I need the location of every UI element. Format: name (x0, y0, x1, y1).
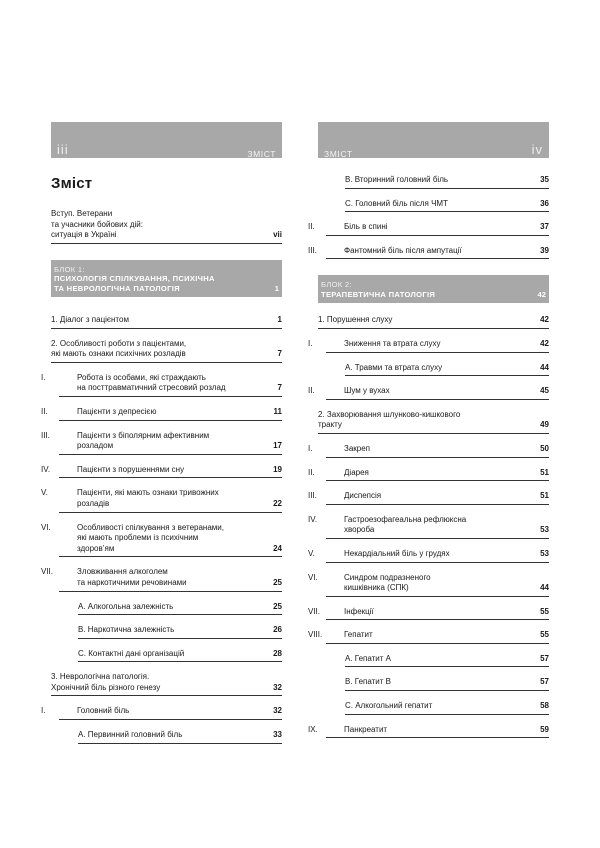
entry-number: III. (308, 245, 317, 255)
toc-entry[interactable] (345, 175, 549, 189)
entry-title: Диспепсія (344, 491, 382, 501)
toc-entry[interactable] (308, 338, 549, 353)
block-title-line: ТЕРАПЕВТИЧНА ПАТОЛОГІЯ (321, 289, 436, 299)
block-title-line: ПСИХОЛОГІЯ СПІЛКУВАННЯ, ПСИХІЧНА (54, 274, 215, 283)
entry-title: хвороба (344, 525, 375, 535)
entry-title: Захворювання шлунково-кишкового (326, 409, 461, 419)
header-label: ЗМІСТ (324, 149, 353, 159)
entry-number: 2. (318, 409, 325, 419)
entry-title: та наркотичними речовинами (77, 577, 187, 587)
block-header-2[interactable] (318, 275, 549, 303)
page-number: 57 (540, 677, 549, 687)
entry-title: Зниження та втрата слуху (344, 338, 441, 348)
block-label: БЛОК 2: (321, 280, 352, 290)
toc-entry[interactable] (345, 654, 549, 668)
toc-entry[interactable] (51, 315, 282, 329)
entry-title: Біль в спині (344, 222, 388, 232)
page-number: 58 (540, 701, 549, 711)
page-number: 51 (540, 491, 549, 501)
page-number: 45 (540, 386, 549, 396)
toc-entry[interactable] (308, 467, 549, 482)
entry-title: здоров’ям (77, 543, 115, 553)
entry-title: Робота із особами, які страждають (77, 372, 206, 382)
entry-title: Гепатит (344, 630, 373, 640)
entry-number: 3. (51, 672, 58, 682)
toc-entry[interactable] (41, 406, 282, 421)
entry-title: Пацієнти з порушеннями сну (77, 464, 185, 474)
page-number: 24 (273, 543, 282, 553)
page-number: 19 (273, 464, 282, 474)
page-number: 28 (273, 648, 282, 658)
toc-entry[interactable] (308, 386, 549, 400)
block-label: БЛОК 1: (54, 264, 85, 274)
entry-title: кишківника (СПК) (344, 583, 409, 593)
page-number: 7 (277, 383, 282, 393)
entry-title: A. Травми та втрата слуху (345, 362, 443, 372)
toc-right-column (308, 122, 549, 748)
page-number: 55 (540, 630, 549, 640)
page-number: 17 (273, 441, 282, 451)
entry-title: які мають ознаки психічних розладів (51, 349, 186, 359)
page-number: 44 (540, 362, 549, 372)
entry-title: Особливості роботи з пацієнтами, (59, 338, 187, 348)
page-number: 55 (540, 606, 549, 616)
entry-number: IX. (308, 724, 318, 734)
page-number-roman: iii (57, 142, 69, 157)
toc-entry[interactable] (41, 488, 282, 512)
toc-entry[interactable] (345, 199, 549, 213)
toc-entry[interactable] (308, 606, 549, 621)
entry-number: IV. (308, 514, 318, 524)
entry-title: на посттравматичний стресовий розлад (77, 383, 226, 393)
toc-entry[interactable] (41, 567, 282, 591)
entry-number: II. (308, 386, 315, 396)
entry-title: A. Первинний головний біль (78, 730, 183, 740)
page-number: 22 (273, 498, 282, 508)
toc-entry[interactable] (41, 372, 282, 397)
entry-title: Закреп (344, 443, 371, 453)
entry-title: A. Алкогольна залежність (78, 601, 174, 611)
toc-entry[interactable] (51, 339, 282, 363)
page-number: 49 (540, 420, 549, 430)
entry-title: розладів (77, 498, 110, 508)
page-number: 1 (277, 315, 282, 324)
page-header-left (51, 122, 282, 158)
toc-entry[interactable] (345, 701, 549, 715)
toc-entry[interactable] (345, 677, 549, 691)
toc-entry[interactable] (41, 706, 282, 720)
page-number: 37 (540, 222, 549, 232)
intro-line: Вступ. Ветерани (51, 209, 113, 218)
page-number: 32 (273, 706, 282, 716)
toc-entry[interactable] (345, 363, 549, 377)
entry-title: B. Гепатит B (345, 677, 391, 687)
entry-title: Синдром подразненого (344, 572, 431, 582)
toc-entry[interactable] (41, 464, 282, 479)
page-number: 11 (273, 406, 282, 416)
entry-title: Гастроезофагеальна рефлюксна (344, 514, 467, 524)
page-number: 33 (273, 730, 282, 740)
entry-title: Інфекції (344, 606, 374, 616)
entry-title: B. Наркотична залежність (78, 625, 175, 635)
entry-title: Пацієнти, які мають ознаки тривожних (77, 488, 219, 498)
toc-entry[interactable] (78, 649, 282, 663)
entry-number: I. (308, 443, 313, 453)
entry-title: Зловживання алкоголем (77, 567, 168, 577)
entry-number: VI. (41, 522, 51, 532)
entry-number: III. (41, 430, 50, 440)
toc-entry-intro[interactable] (51, 209, 282, 244)
entry-number: II. (41, 406, 48, 416)
entry-number: I. (41, 372, 46, 382)
page-number: 1 (274, 283, 279, 293)
entry-number: VIII. (308, 630, 323, 640)
entry-number: I. (308, 338, 313, 348)
page-number: 42 (537, 289, 546, 299)
entry-number: III. (308, 491, 317, 501)
page-number: 42 (540, 315, 549, 325)
entry-number: I. (41, 706, 46, 716)
header-label: ЗМІСТ (247, 149, 276, 159)
entry-number: V. (308, 548, 315, 558)
entry-title: C. Контактні дані організацій (78, 648, 185, 658)
intro-line: ситуація в Україні (51, 230, 117, 239)
page-number: 42 (540, 338, 549, 348)
toc-entry[interactable] (308, 572, 549, 597)
page-number: 53 (540, 548, 549, 558)
entry-title: Шум у вухах (344, 386, 390, 396)
entry-number: VI. (308, 572, 318, 582)
toc-entry[interactable] (308, 443, 549, 458)
page-title: Зміст (51, 175, 93, 192)
entry-title: тракту (318, 420, 342, 430)
entry-title: Пацієнти з біполярним афективним (77, 430, 210, 440)
page-number: 32 (273, 682, 282, 692)
toc-entry[interactable] (78, 602, 282, 616)
toc-entry[interactable] (51, 672, 282, 696)
entry-number: VII. (41, 567, 54, 577)
entry-title: Хронічний біль різного генезу (51, 682, 161, 692)
toc-entry[interactable] (308, 222, 549, 236)
entry-number: 1. (318, 315, 325, 325)
page-number: 36 (540, 198, 549, 208)
entry-title: розладом (77, 441, 114, 451)
entry-number: 1. (51, 315, 58, 324)
entry-title: Головний біль (77, 706, 130, 716)
entry-number: 2. (51, 338, 58, 348)
entry-number: VII. (308, 606, 321, 616)
toc-entry[interactable] (308, 630, 549, 644)
page-number: 7 (277, 349, 282, 359)
toc-entry[interactable] (78, 625, 282, 639)
page-number: 59 (540, 724, 549, 734)
toc-left-column (41, 122, 282, 754)
entry-title: Порушення слуху (326, 315, 393, 325)
page-number: 39 (540, 245, 549, 255)
toc-entry[interactable] (41, 522, 282, 558)
toc-entry[interactable] (318, 315, 549, 329)
entry-number: II. (308, 222, 315, 232)
toc-entry[interactable] (308, 491, 549, 505)
entry-title: C. Головний біль після ЧМТ (345, 198, 448, 208)
toc-entry[interactable] (308, 548, 549, 563)
entry-title: Фантомний біль після ампутації (344, 245, 462, 255)
toc-entry[interactable] (78, 730, 282, 744)
page-number: 35 (540, 175, 549, 184)
page-number: 26 (273, 625, 282, 635)
entry-number: V. (41, 488, 48, 498)
page-number-roman: iv (531, 142, 543, 157)
toc-entry[interactable] (318, 410, 549, 434)
page-number: vii (273, 229, 282, 239)
block-title-line: ТА НЕВРОЛОГІЧНА ПАТОЛОГІЯ (54, 283, 180, 293)
entry-title: Неврологічна патологія. (59, 672, 150, 682)
page-number: 50 (540, 443, 549, 453)
entry-title: Некардіальний біль у грудях (344, 548, 450, 558)
toc-entry[interactable] (308, 514, 549, 539)
block-header-1[interactable] (51, 260, 282, 298)
entry-title: Особливості спілкування з ветеранами, (77, 522, 224, 532)
toc-entry[interactable] (41, 430, 282, 455)
toc-entry[interactable] (308, 245, 549, 260)
page-number: 25 (273, 577, 282, 587)
entry-title: Діалог з пацієнтом (59, 315, 129, 324)
entry-number: II. (308, 467, 315, 477)
entry-title: Діарея (344, 467, 369, 477)
page-header-right (318, 122, 549, 158)
entry-title: B. Вторинний головний біль (345, 175, 449, 184)
entry-title: A. Гепатит A (345, 653, 391, 663)
entry-title: які мають проблеми із психічним (77, 533, 199, 543)
toc-entry[interactable] (308, 724, 549, 739)
page-number: 51 (540, 467, 549, 477)
entry-title: Панкреатит (344, 724, 388, 734)
page-number: 25 (273, 601, 282, 611)
page-number: 44 (540, 583, 549, 593)
page-number: 53 (540, 525, 549, 535)
entry-number: IV. (41, 464, 51, 474)
page-number: 57 (540, 653, 549, 663)
entry-title: Пацієнти з депресією (77, 406, 157, 416)
intro-line: та учасники бойових дій: (51, 219, 143, 229)
entry-title: C. Алкогольний гепатит (345, 701, 433, 711)
